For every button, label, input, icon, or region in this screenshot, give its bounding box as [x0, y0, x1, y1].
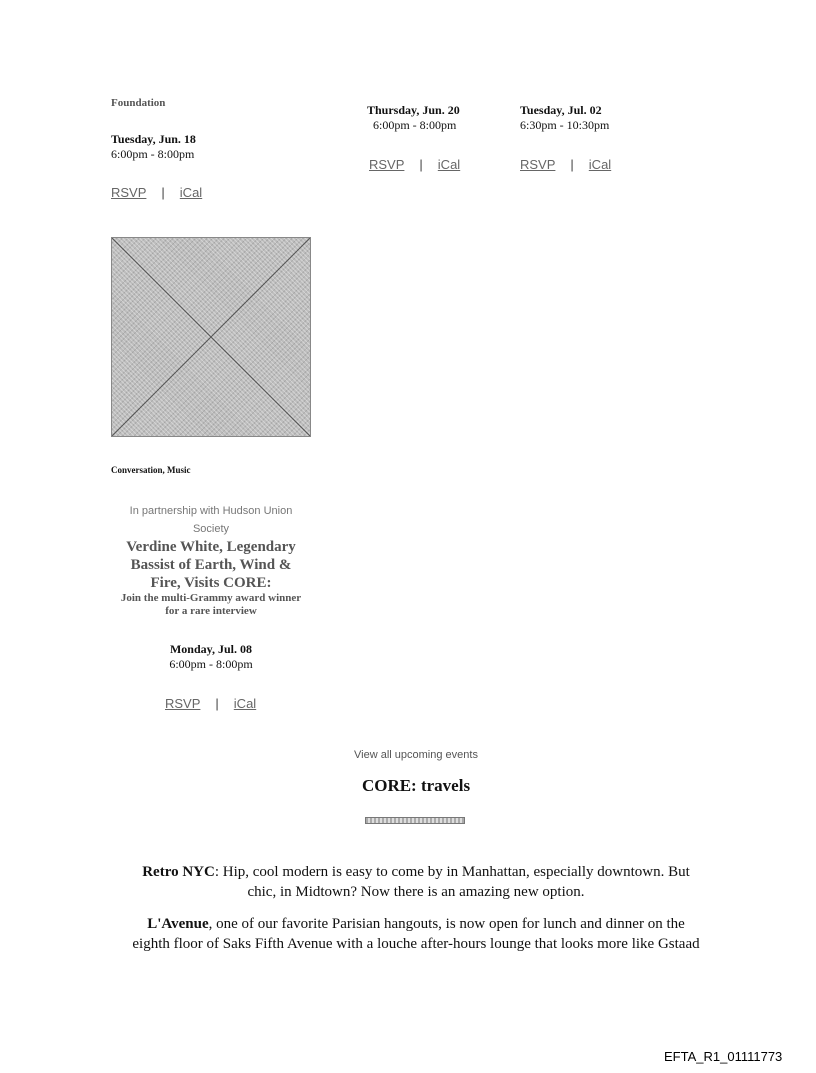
rsvp-link[interactable]: RSVP	[165, 696, 201, 711]
separator: |	[419, 157, 423, 172]
event-time: 6:00pm - 8:00pm	[111, 147, 195, 161]
rsvp-link[interactable]: RSVP	[369, 157, 405, 172]
place-name: Retro NYC	[142, 864, 215, 880]
event-time: 6:00pm - 8:00pm	[169, 657, 253, 671]
event-date: Monday, Jul. 08	[169, 642, 253, 656]
separator: |	[570, 157, 574, 172]
view-all-events-link[interactable]: View all upcoming events	[354, 749, 478, 761]
event-title-line3: Fire, Visits CORE:	[150, 575, 272, 591]
paragraph-text: chic, in Midtown? Now there is an amazing new option.	[247, 884, 585, 900]
event-actions	[165, 696, 256, 711]
ical-link[interactable]: iCal	[437, 157, 461, 172]
divider-image	[365, 817, 465, 824]
broken-image-icon	[112, 238, 310, 436]
event-subtitle-line2: for a rare interview	[165, 605, 257, 617]
section-heading: CORE: travels	[361, 776, 471, 795]
paragraph-text: , one of our favorite Parisian hangouts, is now open for lunch and dinner on the	[208, 916, 685, 932]
travel-paragraph-retro-nyc	[0, 862, 816, 902]
event-subtitle-line1: Join the multi-Grammy award winner	[120, 592, 302, 604]
partner-text-line2: Society	[192, 523, 230, 535]
feature-event-block	[111, 502, 311, 618]
ical-link[interactable]: iCal	[179, 185, 203, 200]
partner-text-line1: In partnership with Hudson Union	[129, 505, 293, 517]
place-name: L'Avenue	[147, 916, 209, 932]
event-time: 6:00pm - 8:00pm	[373, 118, 457, 132]
paragraph-text: eighth floor of Saks Fifth Avenue with a louche after-hours lounge that looks more like Gstaad	[132, 936, 700, 952]
event-actions	[520, 157, 611, 172]
document-id: EFTA_R1_01111773	[664, 1049, 783, 1064]
event-date: Tuesday, Jul. 02	[520, 103, 602, 117]
event-actions	[111, 185, 202, 200]
rsvp-link[interactable]: RSVP	[520, 157, 556, 172]
travel-paragraph-lavenue	[0, 914, 816, 954]
event-date: Thursday, Jun. 20	[367, 103, 460, 117]
event-date: Tuesday, Jun. 18	[111, 132, 196, 146]
event-category: Foundation	[111, 97, 166, 109]
ical-link[interactable]: iCal	[588, 157, 612, 172]
ical-link[interactable]: iCal	[233, 696, 257, 711]
event-actions	[369, 157, 460, 172]
separator: |	[215, 696, 219, 711]
rsvp-link[interactable]: RSVP	[111, 185, 147, 200]
event-title-line1: Verdine White, Legendary	[126, 539, 296, 555]
event-image-placeholder[interactable]	[111, 237, 311, 437]
paragraph-text: : Hip, cool modern is easy to come by in Manhattan, especially downtown. But	[214, 864, 690, 880]
event-title-line2: Bassist of Earth, Wind &	[130, 557, 292, 573]
separator: |	[161, 185, 165, 200]
event-time: 6:30pm - 10:30pm	[520, 118, 610, 132]
event-category: Conversation, Music	[111, 465, 191, 475]
